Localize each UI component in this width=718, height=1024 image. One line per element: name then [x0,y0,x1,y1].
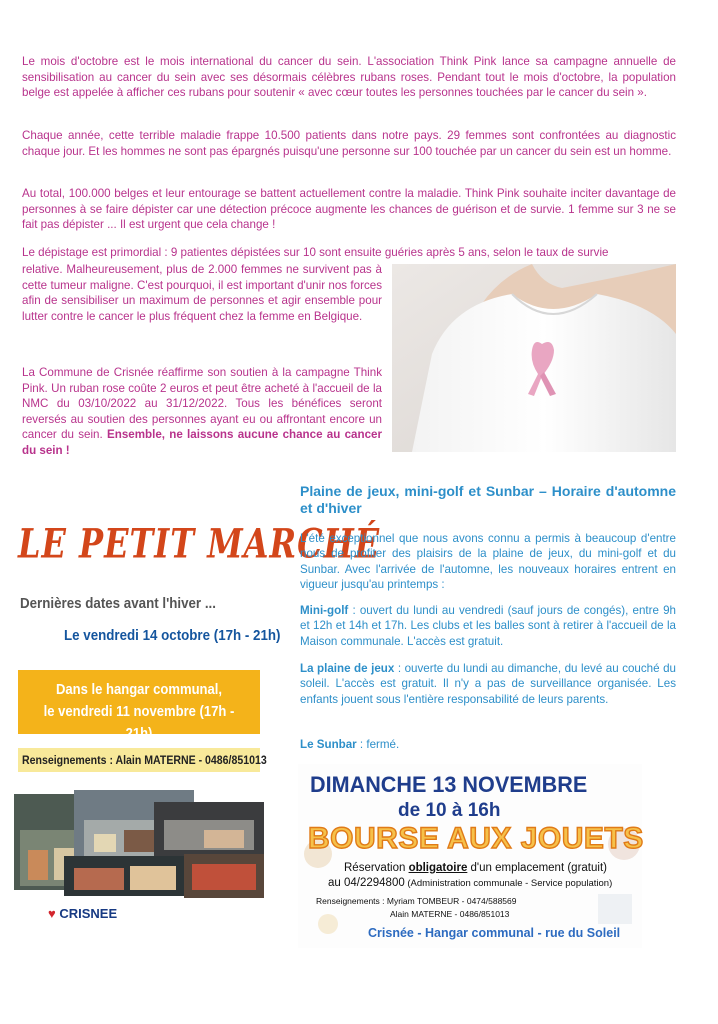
plaine-minigolf [300,603,676,649]
petit-marche-box-line-2: le vendredi 11 novembre (17h - 21h) [43,704,235,742]
heart-icon: ♥ [48,906,56,921]
market-photo-collage [14,790,264,900]
article-paragraph-5-text: La Commune de Crisnée réaffirme son soutien à la campagne Think Pink. Un ruban rose coûte 2 euros et peut être acheté à l'accueil de la NMC du 03/10/2022 au 31/12/2022. Tous les bénéfices seront reversés au soutien des personnes ayant eu ou affrontant encore un cancer du sein. [22,366,382,442]
petit-marche-title: LE PETIT MARCHÉ [18,520,381,568]
bourse-location: Crisnée - Hangar communal - rue du Soleil [368,926,621,940]
playground-text: : ouverte du lundi au dimanche, du levé au couché du soleil. L'accès est gratuit. Il n'y a pas de surveillance organisée. Les enfants jouent sous l'entière responsabilité de leurs parents. [300,662,676,706]
bourse-contact-1: Renseignements : Myriam TOMBEUR - 0474/588569 [316,896,517,906]
bourse-hours: de 10 à 16h [398,800,501,821]
petit-marche-date-1: Le vendredi 14 octobre (17h - 21h) [64,628,281,644]
reservation-post: d'un emplacement (gratuit) [467,862,607,874]
crisnee-logo-text: CRISNEE [59,906,118,921]
article-paragraph-2: Chaque année, cette terrible maladie frappe 10.500 patients dans notre pays. 29 femmes sont confrontées au diagnostic chaque jour. Et les hommes ne sont pas épargnés puisqu'une personne sur 100 touchée par un cancer du sein est un homme. [22,129,676,158]
article-paragraph-1: Le mois d'octobre est le mois international du cancer du sein. L'association Think Pink lance sa campagne annuelle de sensibilisation au cancer du sein avec ses désormais célèbres rubans roses. Pendant tout le mois d'octobre, la population belge est appelée à afficher ces rubans pour soutenir « avec cœur toutes les personnes touchées par le cancer du sein ». [22,55,676,100]
reservation-admin: (Administration communale - Service population) [404,878,613,889]
crisnee-logo [48,906,117,921]
pink-ribbon-photo [392,264,676,452]
article-paragraph-4-first-line: Le dépistage est primordial : 9 patientes dépistées sur 10 sont ensuite guéries après 5 ans, selon le taux de survie [22,246,609,259]
petit-marche-contact-text: Renseignements : Alain MATERNE - 0486/851013 [22,753,267,767]
plaine-intro: L'été exceptionnel que nous avons connu a permis à beaucoup d'entre nous de profiter des plaisirs de la plaine de jeux, du mini-golf et du Sunbar. Avec l'arrivée de l'automne, les nouveaux horaires entrent en vigueur jusqu'au printemps : [300,532,676,592]
reservation-obligatoire: obligatoire [408,862,468,874]
bourse-contact-2: Alain MATERNE - 0486/851013 [390,909,510,919]
petit-marche-box-line-1: Dans le hangar communal, [55,682,223,698]
bourse-reservation-phone [328,877,612,889]
sunbar-label: Le Sunbar [300,738,357,751]
bourse-date: DIMANCHE 13 NOVEMBRE [310,772,588,797]
reservation-pre: Réservation [344,862,409,874]
plaine-sunbar [300,737,676,752]
bourse-title: BOURSE AUX JOUETS [308,822,644,855]
reservation-phone: au 04/2294800 [328,877,405,889]
article-paragraph-5 [22,365,382,459]
sunbar-text: : fermé. [356,738,400,751]
article-paragraph-3: Au total, 100.000 belges et leur entourage se battent actuellement contre la maladie. Think Pink souhaite inciter davantage de personnes à se faire dépister car une détection précoce augmente les chances de guérison et de survie. 1 femme sur 3 ne se fait pas dépister ... Il est urgent que cela change ! [22,187,676,232]
bourse-aux-jouets-poster [298,764,642,948]
plaine-title: Plaine de jeux, mini-golf et Sunbar – Horaire d'automne et d'hiver [300,483,676,516]
playground-label: La plaine de jeux [300,662,395,675]
minigolf-label: Mini-golf [300,604,349,617]
article-paragraph-4: relative. Malheureusement, plus de 2.000 femmes ne survivent pas à cette tumeur maligne. C'est pourquoi, il est important d'unir nos forces afin de sensibiliser un maximum de personnes et agir ensemble pour lutter contre le cancer le plus fréquent chez la femme en Belgique. [22,263,382,323]
petit-marche-highlight-box [18,670,260,742]
plaine-playground [300,661,676,707]
article-closing-bold: Ensemble, ne laissons aucune chance au cancer du sein ! [22,428,382,457]
bourse-reservation [344,862,607,874]
petit-marche-contact [18,748,267,772]
minigolf-text: : ouvert du lundi au vendredi (sauf jours de congés), entre 9h et 12h et 14h et 17h. Les clubs et les balles sont à retirer à l'accueil de la Maison communale. L'accès est gratuit. [300,604,676,648]
petit-marche-subtitle: Dernières dates avant l'hiver ... [20,596,216,612]
